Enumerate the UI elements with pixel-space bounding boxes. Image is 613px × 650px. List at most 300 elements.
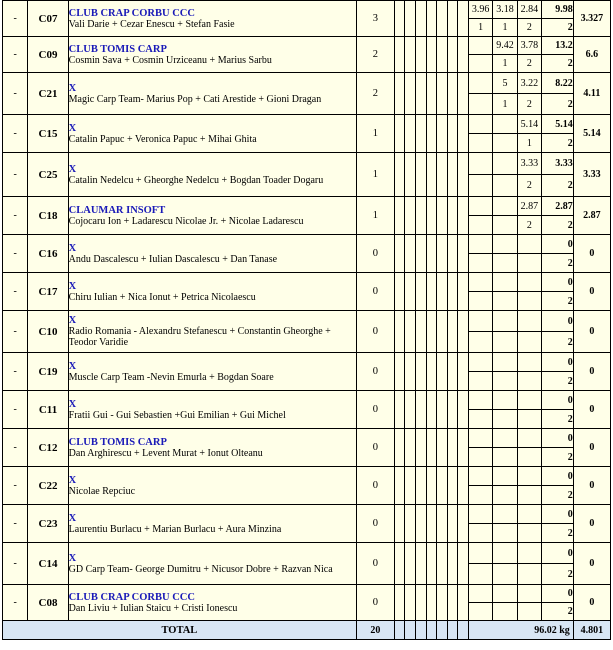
- row-dash: -: [3, 273, 28, 311]
- count-cell: [468, 603, 492, 621]
- points-cell: 0: [573, 585, 610, 621]
- weight-cell: [517, 311, 541, 332]
- count-cell: 1: [493, 19, 517, 37]
- team-members: Dan Arghirescu + Levent Murat + Ionut Olteanu: [68, 447, 263, 459]
- count-cell: 2: [517, 19, 541, 37]
- fish-count: 2: [356, 73, 394, 115]
- row-dash: -: [3, 1, 28, 37]
- empty-cell: [447, 311, 458, 353]
- count-total: 2: [542, 134, 574, 153]
- count-cell: [493, 254, 517, 273]
- count-cell: [493, 486, 517, 505]
- team-code: C10: [28, 311, 68, 353]
- empty-cell: [405, 37, 416, 73]
- empty-cell: [394, 543, 405, 585]
- count-cell: 2: [517, 175, 541, 197]
- empty-cell: [416, 37, 427, 73]
- empty-cell: [416, 115, 427, 153]
- points-cell: 0: [573, 235, 610, 273]
- table-row: [3, 73, 611, 94]
- weight-cell: 3.22: [517, 73, 541, 94]
- team-members: GD Carp Team- George Dumitru + Nicusor Dobre + Razvan Nica: [68, 563, 333, 575]
- empty-cell: [437, 353, 448, 391]
- weight-cell: [468, 37, 492, 55]
- table-row: [3, 467, 611, 486]
- empty-cell: [426, 273, 437, 311]
- empty-cell: [437, 197, 448, 235]
- club-name: X: [68, 360, 77, 372]
- points-cell: 0: [573, 505, 610, 543]
- team-code: C07: [28, 1, 68, 37]
- empty-cell: [426, 153, 437, 197]
- empty-cell: [426, 585, 437, 621]
- empty-cell: [458, 37, 469, 73]
- weight-cell: [468, 115, 492, 134]
- count-cell: [468, 410, 492, 429]
- count-total: 2: [542, 372, 574, 391]
- empty-cell: [426, 391, 437, 429]
- weight-cell: [517, 391, 541, 410]
- row-dash: -: [3, 115, 28, 153]
- weight-total: 0: [542, 391, 574, 410]
- team-code: C17: [28, 273, 68, 311]
- empty-cell: [405, 235, 416, 273]
- count-cell: [468, 448, 492, 467]
- team-cell: [68, 543, 356, 585]
- empty-cell: [394, 153, 405, 197]
- count-cell: [517, 372, 541, 391]
- empty-cell: [437, 273, 448, 311]
- empty-cell: [458, 1, 469, 37]
- team-cell: [68, 197, 356, 235]
- results-table: [2, 0, 611, 640]
- team-cell: [68, 115, 356, 153]
- weight-cell: [493, 467, 517, 486]
- team-code: C11: [28, 391, 68, 429]
- empty-cell: [416, 273, 427, 311]
- empty-cell: [437, 543, 448, 585]
- count-cell: [468, 524, 492, 543]
- empty-cell: [447, 273, 458, 311]
- count-total: 2: [542, 410, 574, 429]
- row-dash: -: [3, 235, 28, 273]
- count-cell: [468, 55, 492, 73]
- club-name: X: [68, 163, 77, 175]
- empty-cell: [405, 197, 416, 235]
- club-name: CLAUMAR INSOFT: [68, 204, 166, 216]
- empty-cell: [458, 115, 469, 153]
- empty-cell: [394, 73, 405, 115]
- empty-cell: [416, 543, 427, 585]
- weight-cell: [517, 543, 541, 564]
- weight-total: 0: [542, 505, 574, 524]
- points-cell: 5.14: [573, 115, 610, 153]
- team-members: Muscle Carp Team -Nevin Emurla + Bogdan Soare: [68, 371, 274, 383]
- weight-total: 8.22: [542, 73, 574, 94]
- weight-cell: [468, 73, 492, 94]
- weight-cell: [493, 235, 517, 254]
- total-label: TOTAL: [3, 621, 357, 640]
- count-cell: 2: [517, 55, 541, 73]
- empty-cell: [458, 153, 469, 197]
- fish-count: 0: [356, 235, 394, 273]
- results-body: [3, 1, 611, 640]
- empty-cell: [394, 505, 405, 543]
- empty-cell: [405, 505, 416, 543]
- weight-cell: [468, 391, 492, 410]
- empty-cell: [437, 311, 448, 353]
- team-cell: [68, 467, 356, 505]
- row-dash: -: [3, 505, 28, 543]
- empty-cell: [394, 1, 405, 37]
- empty-cell: [394, 37, 405, 73]
- points-cell: 0: [573, 311, 610, 353]
- weight-cell: [517, 353, 541, 372]
- empty-cell: [426, 311, 437, 353]
- count-cell: [517, 564, 541, 585]
- row-dash: -: [3, 153, 28, 197]
- fish-count: 1: [356, 115, 394, 153]
- team-members: Vali Darie + Cezar Enescu + Stefan Fasie: [68, 18, 235, 30]
- weight-cell: [517, 429, 541, 448]
- empty-cell: [458, 311, 469, 353]
- empty-cell: [394, 273, 405, 311]
- fish-count: 0: [356, 467, 394, 505]
- points-cell: 2.87: [573, 197, 610, 235]
- table-row: [3, 153, 611, 175]
- fish-count: 0: [356, 273, 394, 311]
- club-name: X: [68, 280, 77, 292]
- empty-cell: [437, 429, 448, 467]
- table-row: [3, 585, 611, 603]
- team-code: C12: [28, 429, 68, 467]
- weight-cell: [493, 115, 517, 134]
- team-cell: [68, 73, 356, 115]
- club-name: X: [68, 122, 77, 134]
- empty-cell: [426, 543, 437, 585]
- empty-cell: [405, 311, 416, 353]
- points-cell: 0: [573, 467, 610, 505]
- count-cell: [517, 448, 541, 467]
- team-cell: [68, 1, 356, 37]
- empty-cell: [426, 73, 437, 115]
- team-cell: [68, 37, 356, 73]
- count-cell: [493, 524, 517, 543]
- empty-cell: [405, 585, 416, 621]
- empty-cell: [437, 467, 448, 505]
- row-dash: -: [3, 353, 28, 391]
- points-cell: 0: [573, 391, 610, 429]
- empty-cell: [405, 467, 416, 505]
- fish-count: 0: [356, 391, 394, 429]
- weight-cell: 3.33: [517, 153, 541, 175]
- weight-total: 0: [542, 543, 574, 564]
- table-row: [3, 543, 611, 564]
- empty-cell: [416, 353, 427, 391]
- empty-cell: [458, 429, 469, 467]
- team-code: C08: [28, 585, 68, 621]
- empty-cell: [405, 1, 416, 37]
- empty-cell: [447, 235, 458, 273]
- empty-cell: [426, 37, 437, 73]
- team-cell: [68, 311, 356, 353]
- count-cell: [468, 292, 492, 311]
- count-total: 2: [542, 448, 574, 467]
- team-code: C15: [28, 115, 68, 153]
- empty-cell: [405, 429, 416, 467]
- weight-cell: [468, 353, 492, 372]
- table-row: [3, 1, 611, 19]
- empty-cell: [458, 467, 469, 505]
- fish-count: 0: [356, 543, 394, 585]
- row-dash: -: [3, 37, 28, 73]
- weight-cell: 5: [493, 73, 517, 94]
- total-empty-cell: [437, 621, 448, 640]
- weight-cell: [468, 153, 492, 175]
- count-total: 2: [542, 524, 574, 543]
- count-cell: [493, 410, 517, 429]
- row-dash: -: [3, 311, 28, 353]
- table-row: [3, 505, 611, 524]
- table-row: [3, 37, 611, 55]
- weight-total: 0: [542, 429, 574, 448]
- empty-cell: [458, 235, 469, 273]
- count-cell: [493, 372, 517, 391]
- weight-cell: [468, 197, 492, 216]
- empty-cell: [437, 1, 448, 37]
- weight-total: 13.2: [542, 37, 574, 55]
- count-cell: [517, 410, 541, 429]
- fish-count: 0: [356, 429, 394, 467]
- count-cell: 1: [517, 134, 541, 153]
- count-cell: 2: [517, 94, 541, 115]
- team-members: Nicolae Repciuc: [68, 485, 136, 497]
- fish-count: 2: [356, 37, 394, 73]
- count-cell: [493, 175, 517, 197]
- row-dash: -: [3, 429, 28, 467]
- count-cell: 1: [493, 94, 517, 115]
- empty-cell: [437, 505, 448, 543]
- total-empty-cell: [405, 621, 416, 640]
- weight-cell: [493, 353, 517, 372]
- table-row: [3, 429, 611, 448]
- count-cell: [468, 94, 492, 115]
- total-empty-cell: [394, 621, 405, 640]
- empty-cell: [437, 115, 448, 153]
- team-members: Cosmin Sava + Cosmin Urziceanu + Marius Sarbu: [68, 54, 272, 66]
- empty-cell: [405, 273, 416, 311]
- empty-cell: [405, 153, 416, 197]
- points-cell: 3.33: [573, 153, 610, 197]
- empty-cell: [426, 467, 437, 505]
- empty-cell: [405, 115, 416, 153]
- empty-cell: [447, 429, 458, 467]
- club-name: X: [68, 398, 77, 410]
- empty-cell: [405, 73, 416, 115]
- weight-cell: [468, 311, 492, 332]
- count-cell: [517, 332, 541, 353]
- team-cell: [68, 505, 356, 543]
- row-dash: -: [3, 73, 28, 115]
- count-cell: [468, 332, 492, 353]
- empty-cell: [447, 353, 458, 391]
- weight-cell: [468, 235, 492, 254]
- club-name: CLUB CRAP CORBU CCC: [68, 591, 195, 603]
- empty-cell: [405, 353, 416, 391]
- weight-cell: 2.84: [517, 1, 541, 19]
- team-cell: [68, 391, 356, 429]
- weight-cell: [493, 391, 517, 410]
- empty-cell: [426, 115, 437, 153]
- count-cell: [493, 332, 517, 353]
- count-cell: [493, 216, 517, 235]
- empty-cell: [416, 235, 427, 273]
- team-members: Catalin Nedelcu + Gheorghe Nedelcu + Bogdan Toader Dogaru: [68, 174, 324, 186]
- points-cell: 0: [573, 353, 610, 391]
- points-cell: 0: [573, 429, 610, 467]
- empty-cell: [394, 311, 405, 353]
- weight-cell: [468, 543, 492, 564]
- empty-cell: [394, 585, 405, 621]
- weight-cell: 9.42: [493, 37, 517, 55]
- weight-cell: 5.14: [517, 115, 541, 134]
- weight-total: 0: [542, 311, 574, 332]
- empty-cell: [458, 391, 469, 429]
- empty-cell: [426, 1, 437, 37]
- count-cell: [468, 216, 492, 235]
- empty-cell: [437, 37, 448, 73]
- team-code: C25: [28, 153, 68, 197]
- count-total: 2: [542, 94, 574, 115]
- club-name: X: [68, 242, 77, 254]
- team-code: C14: [28, 543, 68, 585]
- empty-cell: [437, 391, 448, 429]
- weight-total: 0: [542, 235, 574, 254]
- empty-cell: [416, 585, 427, 621]
- count-cell: [517, 603, 541, 621]
- weight-total: 0: [542, 273, 574, 292]
- weight-cell: [493, 197, 517, 216]
- weight-cell: [517, 505, 541, 524]
- club-name: X: [68, 82, 77, 94]
- table-row: [3, 235, 611, 254]
- empty-cell: [394, 235, 405, 273]
- count-cell: [493, 292, 517, 311]
- fish-count: 1: [356, 153, 394, 197]
- weight-cell: [493, 585, 517, 603]
- team-members: Fratii Gui - Gui Sebastien +Gui Emilian + Gui Michel: [68, 409, 286, 421]
- empty-cell: [405, 543, 416, 585]
- count-cell: [493, 603, 517, 621]
- weight-total: 0: [542, 467, 574, 486]
- empty-cell: [416, 1, 427, 37]
- count-cell: [468, 134, 492, 153]
- row-dash: -: [3, 543, 28, 585]
- count-total: 2: [542, 486, 574, 505]
- empty-cell: [426, 429, 437, 467]
- weight-total: 0: [542, 353, 574, 372]
- empty-cell: [426, 235, 437, 273]
- team-code: C16: [28, 235, 68, 273]
- count-cell: [493, 134, 517, 153]
- team-members: Dan Liviu + Iulian Staicu + Cristi Ionescu: [68, 602, 238, 614]
- weight-total: 0: [542, 585, 574, 603]
- table-row: [3, 273, 611, 292]
- row-dash: -: [3, 197, 28, 235]
- table-row: [3, 115, 611, 134]
- count-cell: [517, 292, 541, 311]
- team-code: C18: [28, 197, 68, 235]
- team-code: C22: [28, 467, 68, 505]
- empty-cell: [416, 467, 427, 505]
- club-name: X: [68, 552, 77, 564]
- count-cell: [517, 486, 541, 505]
- count-cell: [468, 254, 492, 273]
- empty-cell: [458, 353, 469, 391]
- fish-count: 0: [356, 311, 394, 353]
- team-members: Magic Carp Team- Marius Pop + Cati Arestide + Gioni Dragan: [68, 93, 322, 105]
- count-total: 2: [542, 564, 574, 585]
- weight-cell: [468, 273, 492, 292]
- team-members: Laurentiu Burlacu + Marian Burlacu + Aura Minzina: [68, 523, 282, 535]
- count-total: 2: [542, 55, 574, 73]
- empty-cell: [447, 543, 458, 585]
- empty-cell: [458, 505, 469, 543]
- club-name: CLUB TOMIS CARP: [68, 43, 167, 55]
- team-cell: [68, 235, 356, 273]
- empty-cell: [458, 273, 469, 311]
- fish-count: 0: [356, 505, 394, 543]
- empty-cell: [416, 197, 427, 235]
- weight-total: 2.87: [542, 197, 574, 216]
- empty-cell: [394, 353, 405, 391]
- team-members: Andu Dascalescu + Iulian Dascalescu + Dan Tanase: [68, 253, 278, 265]
- team-cell: [68, 353, 356, 391]
- fish-count: 0: [356, 353, 394, 391]
- empty-cell: [437, 153, 448, 197]
- count-cell: [468, 372, 492, 391]
- total-kg: 96.02 kg: [468, 621, 573, 640]
- total-empty-cell: [447, 621, 458, 640]
- empty-cell: [416, 311, 427, 353]
- empty-cell: [447, 153, 458, 197]
- points-cell: 3.327: [573, 1, 610, 37]
- points-cell: 0: [573, 273, 610, 311]
- weight-cell: [468, 429, 492, 448]
- count-cell: 1: [493, 55, 517, 73]
- team-code: C19: [28, 353, 68, 391]
- empty-cell: [426, 505, 437, 543]
- club-name: X: [68, 474, 77, 486]
- empty-cell: [437, 585, 448, 621]
- total-row: [3, 621, 611, 640]
- count-cell: [468, 564, 492, 585]
- weight-cell: [493, 153, 517, 175]
- weight-cell: [468, 467, 492, 486]
- points-cell: 0: [573, 543, 610, 585]
- count-total: 2: [542, 175, 574, 197]
- team-code: C09: [28, 37, 68, 73]
- empty-cell: [458, 73, 469, 115]
- empty-cell: [458, 585, 469, 621]
- club-name: CLUB TOMIS CARP: [68, 436, 167, 448]
- row-dash: -: [3, 391, 28, 429]
- weight-cell: [493, 543, 517, 564]
- table-row: [3, 353, 611, 372]
- empty-cell: [426, 197, 437, 235]
- empty-cell: [437, 235, 448, 273]
- empty-cell: [426, 353, 437, 391]
